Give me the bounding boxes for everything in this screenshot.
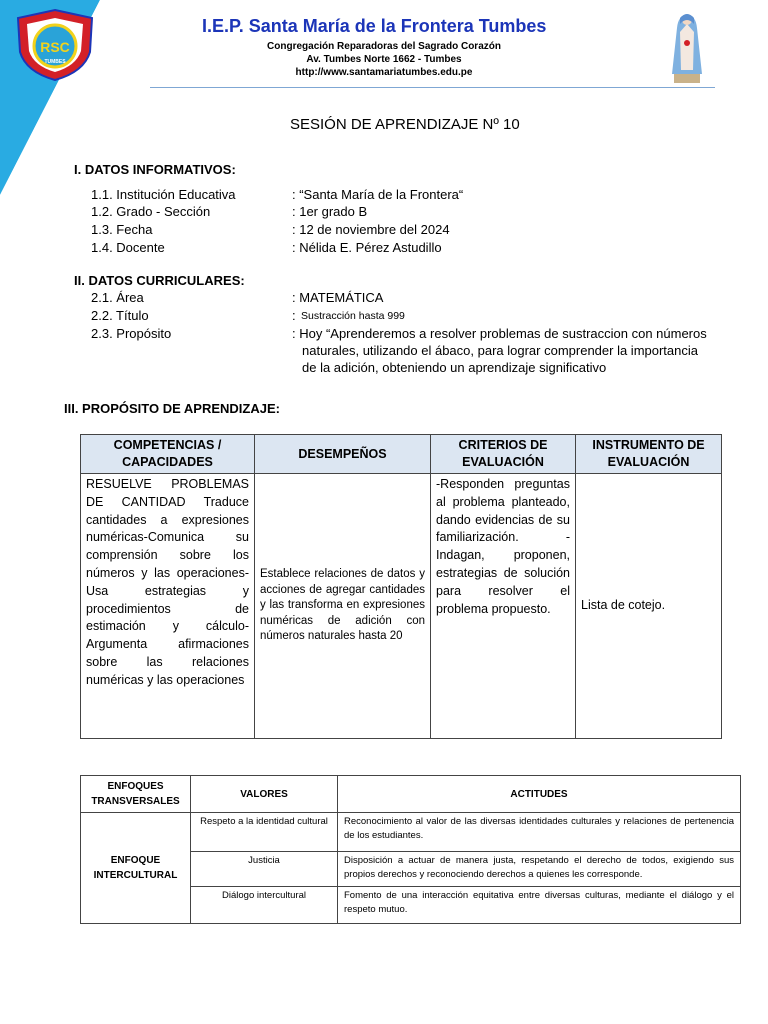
cell-valor-justicia: Justicia bbox=[191, 852, 338, 887]
row-label-fecha: 1.3. Fecha bbox=[91, 222, 153, 237]
header-enfoques: ENFOQUES TRANSVERSALES bbox=[81, 776, 191, 813]
row-value-proposito-2: naturales, utilizando el ábaco, para lograr comprender la importancia bbox=[302, 343, 698, 358]
cell-actitud-dialogo: Fomento de una interacción equitativa entre diversas culturas, mediante el diálogo y el respeto mutuo. bbox=[338, 887, 741, 924]
cell-valor-dialogo: Diálogo intercultural bbox=[191, 887, 338, 924]
section-proposito-aprendizaje: III. PROPÓSITO DE APRENDIZAJE: bbox=[64, 401, 280, 416]
header-valores: VALORES bbox=[191, 776, 338, 813]
cell-valor-respeto: Respeto a la identidad cultural bbox=[191, 813, 338, 852]
row-value-grado: : 1er grado B bbox=[292, 204, 368, 219]
row-label-area: 2.1. Área bbox=[91, 290, 144, 305]
row-value-proposito-1: : Hoy “Aprenderemos a resolver problemas de sustraccion con números bbox=[292, 326, 707, 341]
cell-desempenos: Establece relaciones de datos y acciones de agregar cantidades y las transforma en expresiones numéricas de adición con números naturales hasta 20 bbox=[255, 474, 431, 739]
transversal-approaches-table bbox=[80, 775, 741, 924]
header-actitudes: ACTITUDES bbox=[338, 776, 741, 813]
cell-instrumento: Lista de cotejo. bbox=[576, 474, 722, 739]
row-label-institucion: 1.1. Institución Educativa bbox=[91, 187, 236, 202]
header-desempenos: DESEMPEÑOS bbox=[255, 435, 431, 474]
learning-purpose-table bbox=[80, 434, 722, 739]
row-value-titulo: Sustracción hasta 999 bbox=[301, 310, 405, 322]
header-divider bbox=[150, 87, 715, 88]
row-label-proposito: 2.3. Propósito bbox=[91, 326, 172, 341]
row-label-grado: 1.2. Grado - Sección bbox=[91, 204, 211, 219]
row-value-docente: : Nélida E. Pérez Astudillo bbox=[292, 240, 442, 255]
cell-actitud-respeto: Reconocimiento al valor de las diversas identidades culturales y relaciones de pertenencia de los estudiantes. bbox=[338, 813, 741, 852]
row-value-titulo-prefix: : bbox=[292, 308, 296, 323]
school-name: I.E.P. Santa María de la Frontera Tumbes bbox=[202, 16, 547, 36]
section-datos-informativos: I. DATOS INFORMATIVOS: bbox=[74, 162, 236, 177]
header-criterios: CRITERIOS DE EVALUACIÓN bbox=[431, 435, 576, 474]
session-title: SESIÓN DE APRENDIZAJE Nº 10 bbox=[290, 116, 520, 133]
cell-competencias: RESUELVE PROBLEMAS DE CANTIDAD Traduce cantidades a expresiones numéricas-Comunica su comprensión sobre los números y las operaciones-Usa estrategias y procedimientos de estimación y cálculo-Argumenta afirmaciones sobre las relaciones numéricas y las operaciones bbox=[81, 474, 255, 739]
cell-criterios: -Responden preguntas al problema planteado, dando evidencias de su familiarización. -Indagan, proponen, estrategias de solución para resolver el problema propuesto. bbox=[431, 474, 576, 739]
address-line: Av. Tumbes Norte 1662 - Tumbes bbox=[306, 54, 462, 65]
header-competencias: COMPETENCIAS / CAPACIDADES bbox=[81, 435, 255, 474]
section-datos-curriculares: II. DATOS CURRICULARES: bbox=[74, 273, 245, 288]
row-value-proposito-3: de la adición, obteniendo un aprendizaje significativo bbox=[302, 360, 607, 375]
crest-letters: RSC bbox=[40, 39, 70, 55]
header-instrumento: INSTRUMENTO DE EVALUACIÓN bbox=[576, 435, 722, 474]
crest-subtext: TUMBES bbox=[44, 59, 66, 65]
cell-enfoque-intercultural: ENFOQUE INTERCULTURAL bbox=[81, 813, 191, 924]
row-value-area: : MATEMÁTICA bbox=[292, 290, 384, 305]
row-value-institucion: : “Santa María de la Frontera“ bbox=[292, 187, 464, 202]
congregation-line: Congregación Reparadoras del Sagrado Corazón bbox=[267, 41, 501, 52]
row-value-fecha: : 12 de noviembre del 2024 bbox=[292, 222, 450, 237]
cell-actitud-justicia: Disposición a actuar de manera justa, respetando el derecho de todos, exigiendo sus propios derechos y reconociendo derechos a quienes les corresponde. bbox=[338, 852, 741, 887]
row-label-docente: 1.4. Docente bbox=[91, 240, 165, 255]
row-label-titulo: 2.2. Título bbox=[91, 308, 149, 323]
website-link[interactable]: http://www.santamariatumbes.edu.pe bbox=[295, 67, 473, 78]
